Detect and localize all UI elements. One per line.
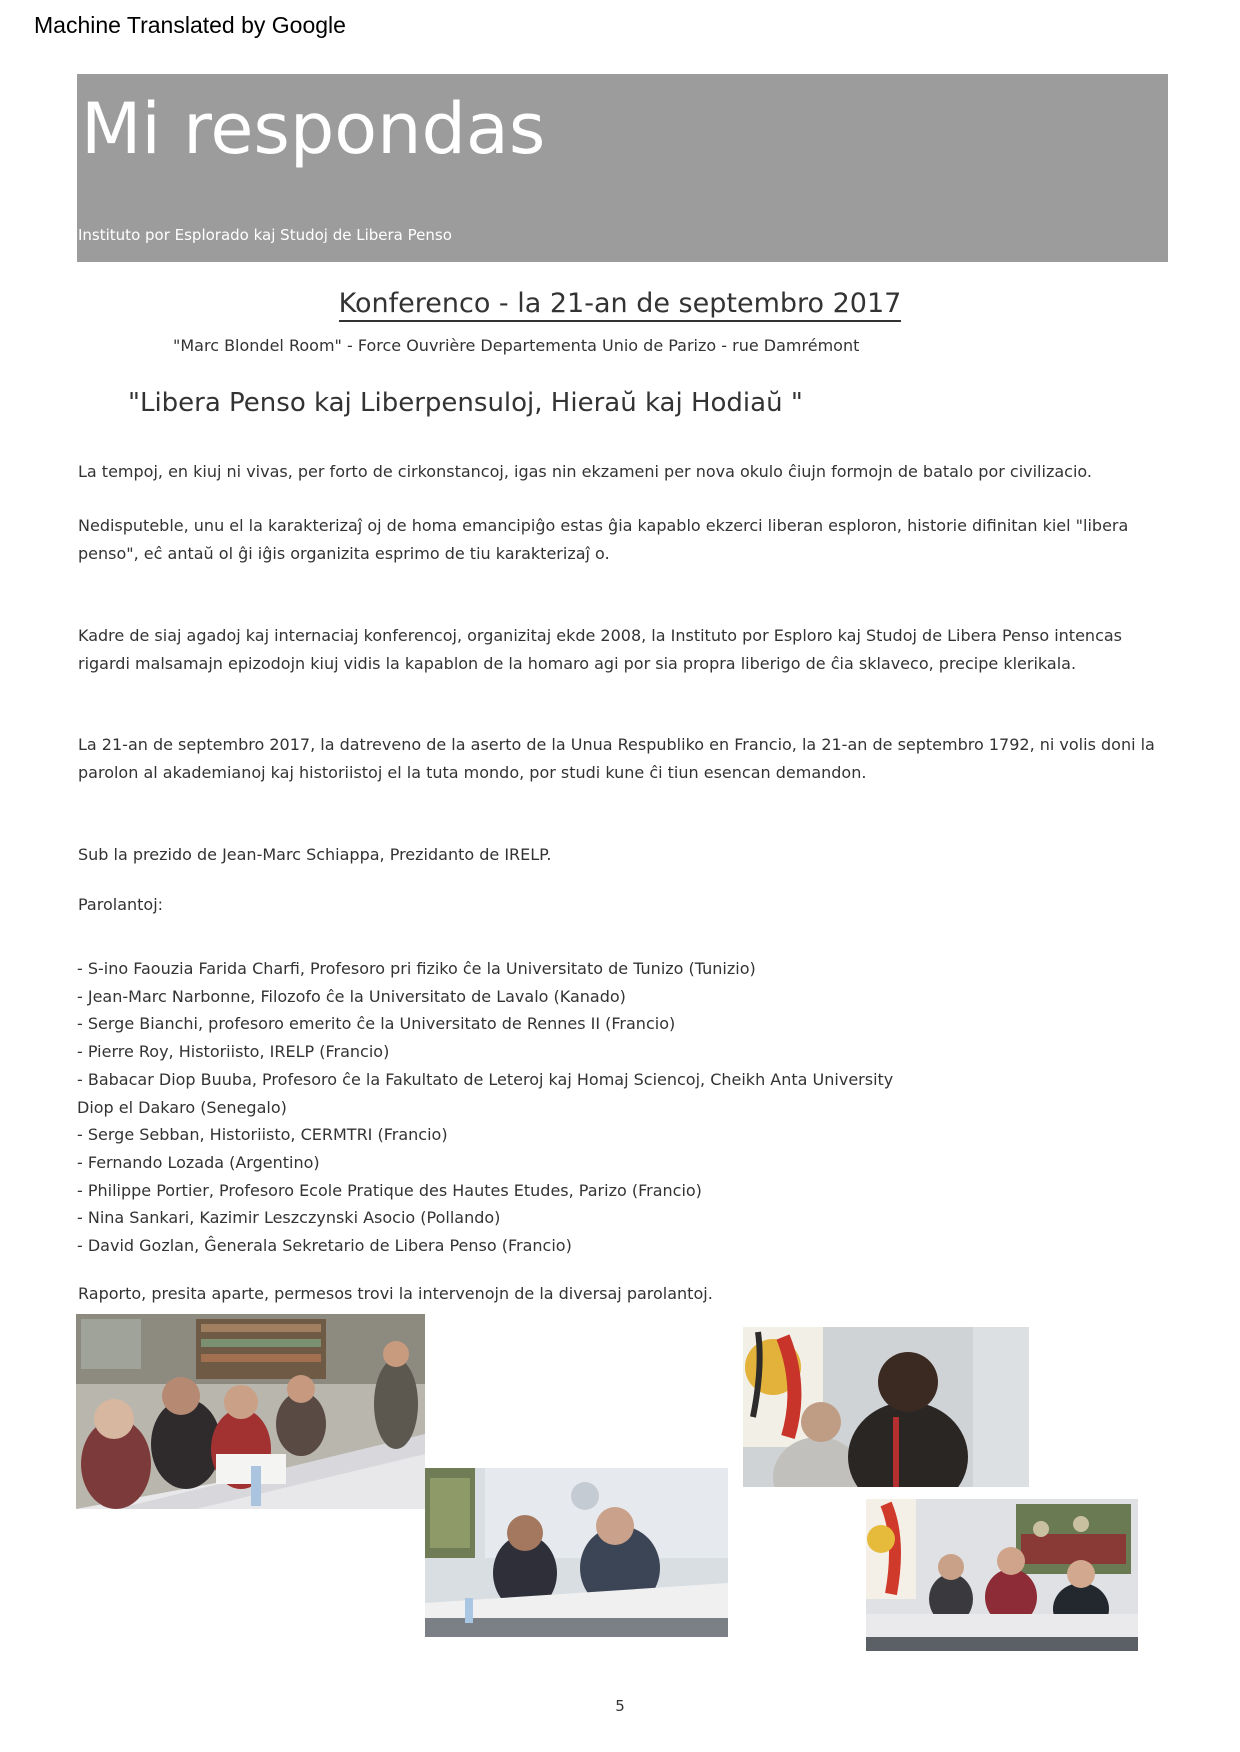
paragraph: Kadre de siaj agadoj kaj internaciaj konferencoj, organizitaj ekde 2008, la Instituto por Esploro kaj Studoj de Libera Penso intencas rigardi malsamajn epizodojn kiuj vidis la kapablon de la homaro agi por sia propra liberigo de ĉia sklaveco, precipe klerikala. <box>78 626 1122 673</box>
list-item: - Philippe Portier, Profesoro Ecole Pratique des Hautes Etudes, Parizo (Francio) <box>77 1180 702 1200</box>
list-item: - Serge Bianchi, profesoro emerito ĉe la Universitato de Rennes II (Francio) <box>77 1014 676 1034</box>
page-number: 5 <box>615 1697 625 1715</box>
paragraph: Parolantoj: <box>78 895 164 914</box>
paragraph: La 21-an de septembro 2017, la datreveno de la aserto de la Unua Respubliko en Francio, la 21-an de septembro 1792, ni volis doni la parolon al akademianoj kaj historiistoj el la tuta mondo, por studi kune ĉi tiun esencan demandon. <box>78 735 1155 782</box>
conference-title <box>0 288 1240 319</box>
paragraph: Sub la prezido de Jean-Marc Schiappa, Prezidanto de IRELP. <box>78 845 552 864</box>
list-item: - S-ino Faouzia Farida Charfi, Profesoro pri fiziko ĉe la Universitato de Tunizo (Tunizio) <box>77 959 756 978</box>
conference-photo <box>76 1314 425 1509</box>
list-item: - Jean-Marc Narbonne, Filozofo ĉe la Universitato de Lavalo (Kanado) <box>77 986 626 1006</box>
paragraph: La tempoj, en kiuj ni vivas, per forto de cirkonstancoj, igas nin ekzameni per nova okulo ĉiujn formojn de batalo por civilizacio. <box>78 462 1092 481</box>
list-item: - Serge Sebban, Historiisto, CERMTRI (Francio) <box>77 1125 448 1145</box>
list-item: - Pierre Roy, Historiisto, IRELP (Francio) <box>77 1042 390 1062</box>
paragraph: Nedisputeble, unu el la karakterizaĵ oj de homa emancipiĝo estas ĝia kapablo ekzerci liberan esploron, historie difinitan kiel "libera penso", eĉ antaŭ ol ĝi iĝis organizita esprimo de tiu karakterizaĵ o. <box>78 516 1129 563</box>
conference-title-text: Konferenco - la 21-an de septembro 2017 <box>339 288 902 322</box>
list-item: - Babacar Diop Buuba, Profesoro ĉe la Fakultato de Leteroj kaj Homaj Sciencoj, Cheikh Anta University <box>77 1069 894 1089</box>
header-banner <box>77 74 1168 262</box>
conference-photo <box>866 1499 1138 1651</box>
closing-paragraph: Raporto, presita aparte, permesos trovi la intervenojn de la diversaj parolantoj. <box>78 1284 713 1303</box>
conference-theme: "Libera Penso kaj Liberpensuloj, Hieraŭ kaj Hodiaŭ " <box>128 388 803 418</box>
page-title: Mi respondas <box>81 88 546 170</box>
list-item: Diop el Dakaro (Senegalo) <box>77 1097 287 1117</box>
list-item: - Nina Sankari, Kazimir Leszczynski Asocio (Pollando) <box>77 1208 501 1228</box>
list-item: - Fernando Lozada (Argentino) <box>77 1152 320 1172</box>
speaker-list <box>77 955 1077 1260</box>
conference-photo <box>425 1468 728 1637</box>
list-item: - David Gozlan, Ĝenerala Sekretario de Libera Penso (Francio) <box>77 1236 572 1256</box>
header-subtitle: Instituto por Esplorado kaj Studoj de Libera Penso <box>78 226 452 244</box>
conference-photo <box>743 1327 1029 1487</box>
translation-label: Machine Translated by Google <box>34 12 346 38</box>
conference-venue: "Marc Blondel Room" - Force Ouvrière Departementa Unio de Parizo - rue Damrémont <box>173 336 860 355</box>
